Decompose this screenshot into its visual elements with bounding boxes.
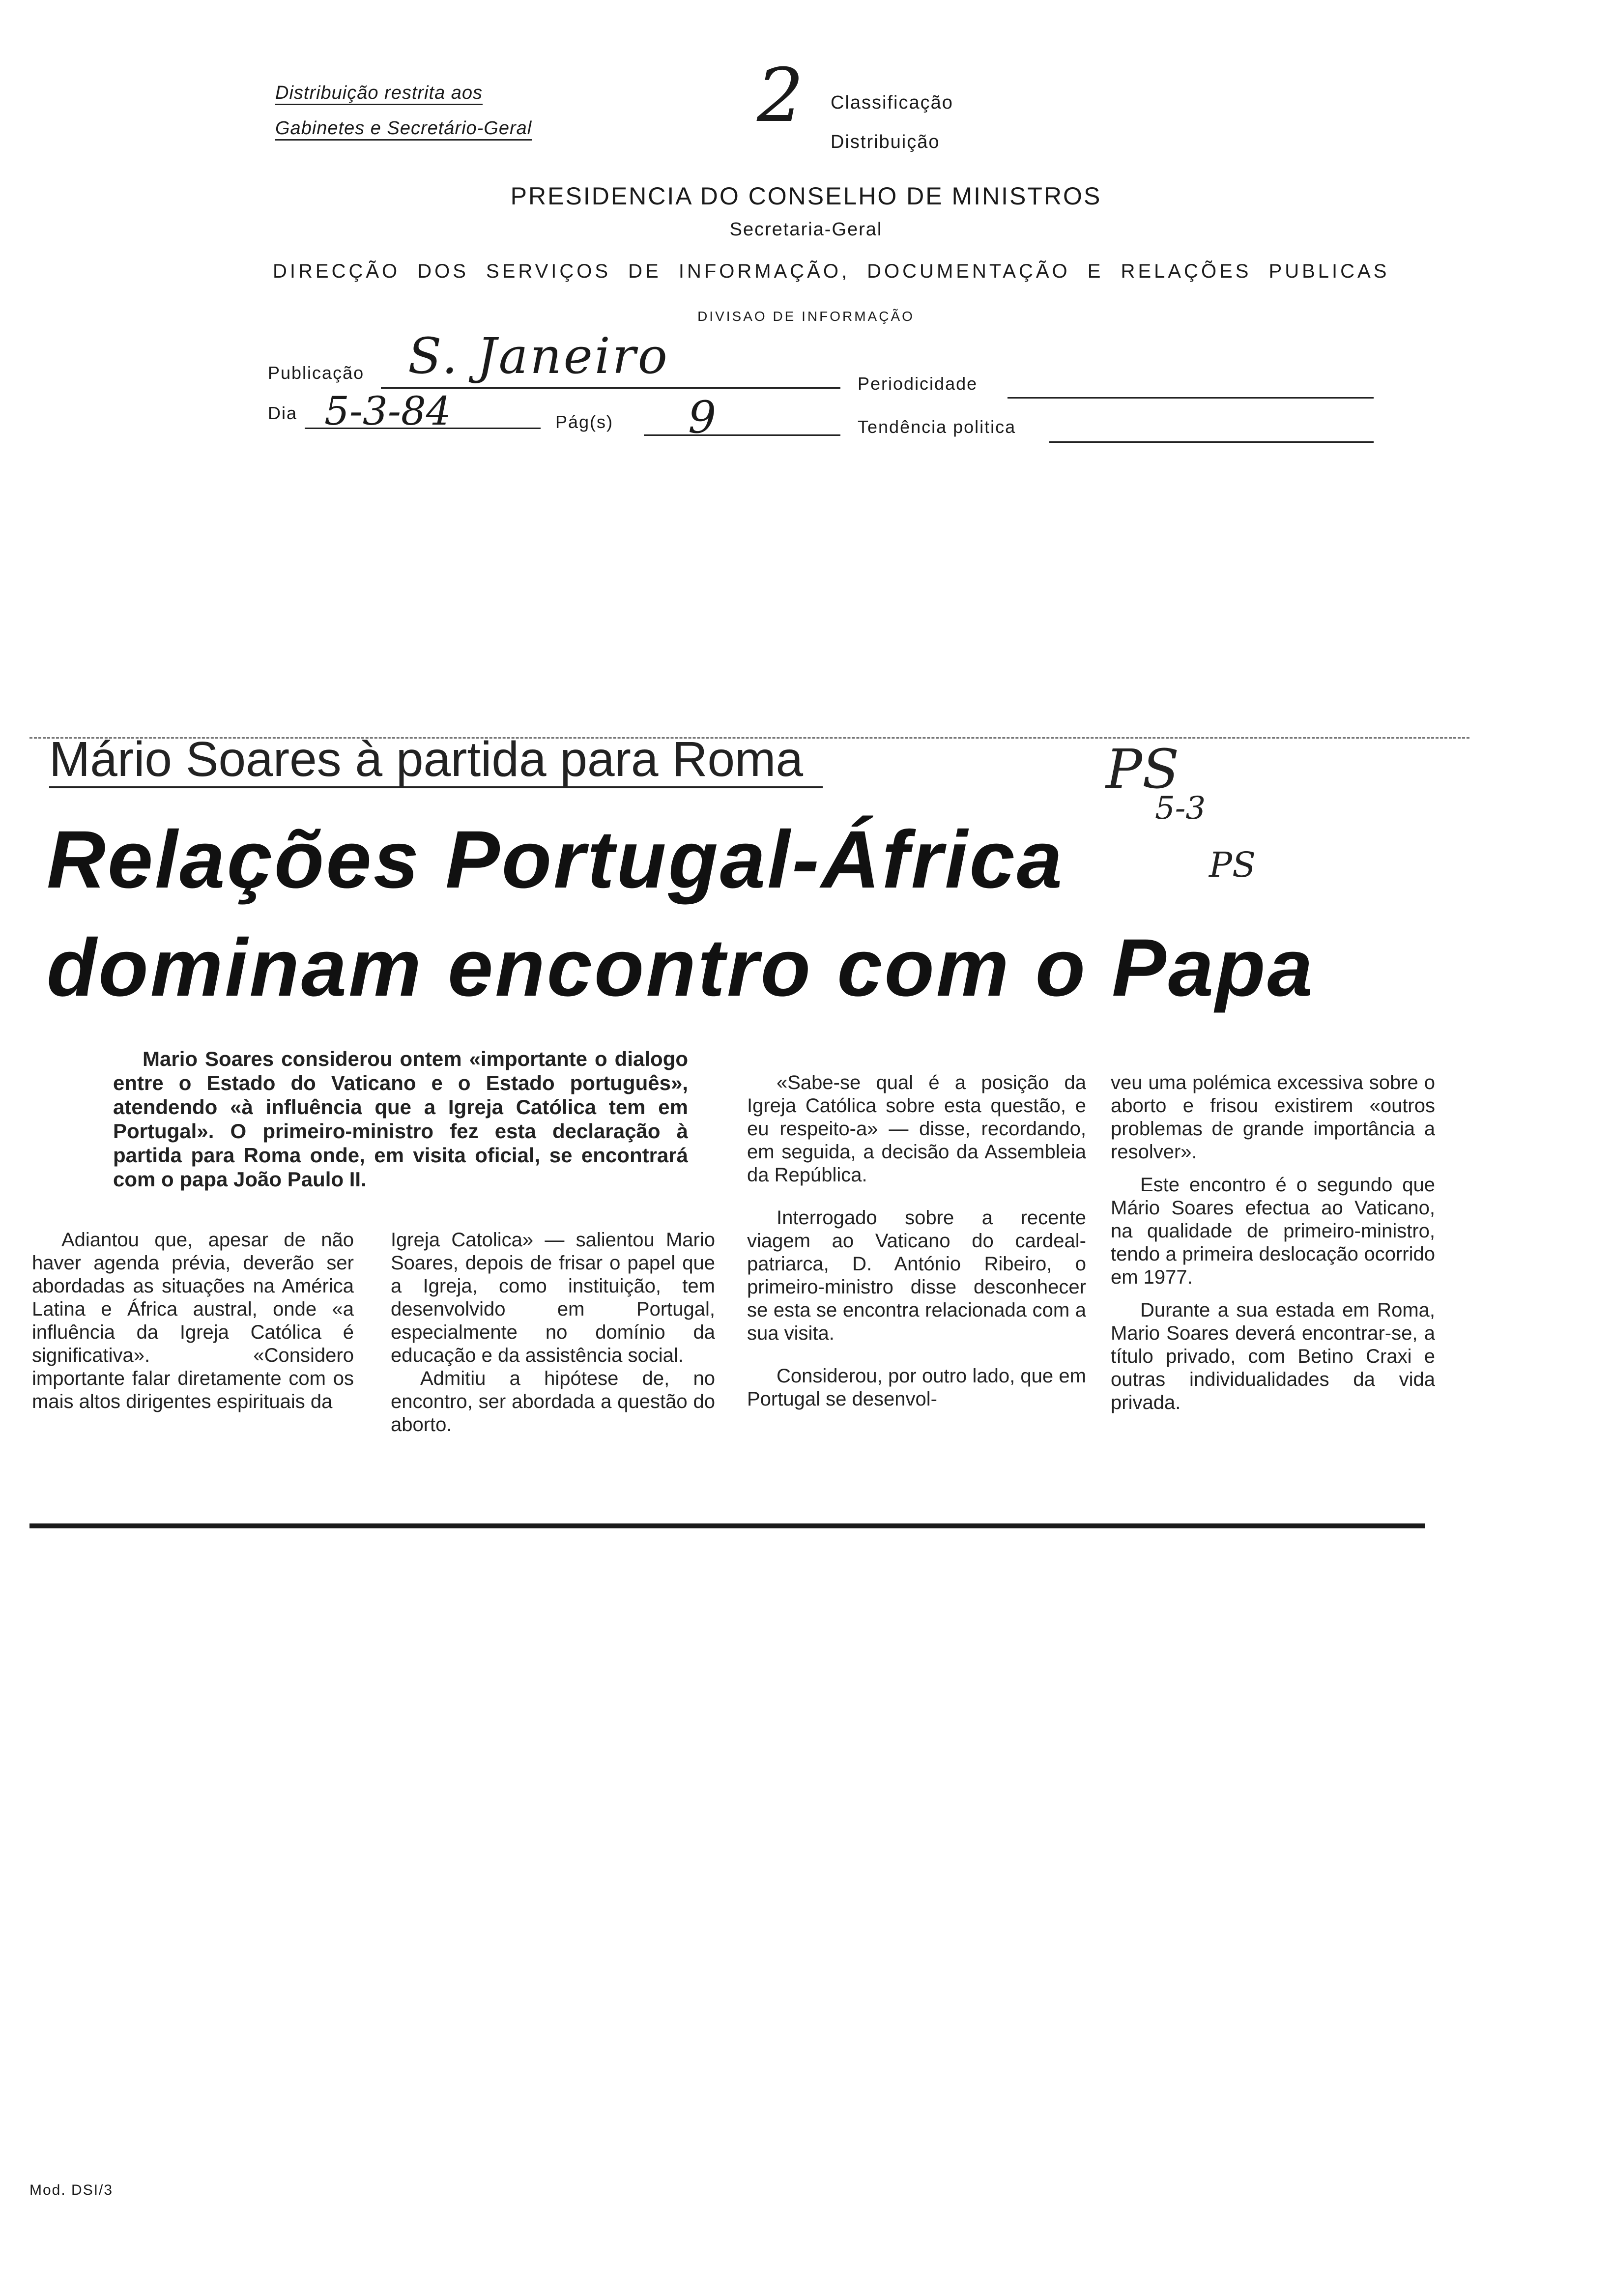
tendency-line	[1049, 441, 1374, 443]
clipping-bottom-rule	[29, 1523, 1425, 1528]
handwritten-note-ps-2: PS	[1209, 845, 1256, 885]
column-2-text-b: Admitiu a hipótese de, no encontro, ser abordada a questão do aborto.	[391, 1368, 715, 1435]
date-value: 5-3-84	[324, 388, 451, 434]
article-kicker: Mário Soares à partida para Roma	[49, 732, 823, 788]
periodicity-line	[1008, 397, 1374, 399]
headline-line2: dominam encontro com o Papa	[47, 922, 1315, 1013]
page-label: Pág(s)	[555, 412, 614, 432]
page-line	[644, 434, 840, 436]
publication-label: Publicação	[268, 363, 365, 383]
column-4-text-c: Durante a sua estada em Roma, Mario Soares deverá encontrar-se, a título privado, com Betino Craxi e outras individualidades da vida privada.	[1111, 1299, 1435, 1413]
column-1-text: Adiantou que, apesar de não haver agenda prévia, deverão ser abordadas as situações na América Latina e África austral, onde «a influência da Igreja Católica é significativa». «Considero importante falar diretamente com os mais altos dirigentes espirituais da	[32, 1229, 354, 1412]
article-column-3	[747, 1071, 1086, 1411]
article-column-1	[32, 1229, 354, 1413]
publication-value: S. Janeiro	[408, 327, 669, 385]
handwritten-note-date: 5-3	[1155, 790, 1206, 827]
column-2-text: Igreja Catolica» — salientou Mario Soares, depois de frisar o papel que a Igreja, como instituição, tem desenvolvido em Portugal, especialmente no domínio da educação e da assistência social.	[391, 1229, 715, 1366]
column-4-text-b: Este encontro é o segundo que Mário Soares efectua ao Vaticano, na qualidade de primeiro-ministro, tendo a primeira deslocação ocorrido em 1977.	[1111, 1174, 1435, 1288]
column-4-text: veu uma polémica excessiva sobre o aborto e frisou existirem «outros problemas de grande importância a resolver».	[1111, 1072, 1435, 1163]
column-3-text-c: Considerou, por outro lado, que em Portugal se desenvol-	[747, 1365, 1086, 1410]
handwritten-number: 2	[757, 53, 804, 139]
institution-title: PRESIDENCIA DO CONSELHO DE MINISTROS	[510, 182, 1102, 210]
tendency-label: Tendência politica	[858, 417, 1016, 437]
restricted-distribution-line2: Gabinetes e Secretário-Geral	[275, 118, 532, 141]
handwritten-note-ps: PS	[1106, 738, 1180, 801]
column-3-text-b: Interrogado sobre a recente viagem ao Vaticano do cardeal-patriarca, D. António Ribeiro, o primeiro-ministro disse desconhecer se esta se encontra relacionada com a sua visita.	[747, 1207, 1086, 1344]
division-title: DIVISAO DE INFORMAÇÃO	[697, 309, 915, 324]
model-code: Mod. DSI/3	[29, 2182, 114, 2198]
article-lead	[113, 1047, 688, 1191]
classification-label: Classificação	[831, 92, 953, 113]
article-column-4	[1111, 1071, 1435, 1414]
secretariat-title: Secretaria-Geral	[729, 219, 883, 240]
directorate-title: DIRECÇÃO DOS SERVIÇOS DE INFORMAÇÃO, DOCUMENTAÇÃO E RELAÇÕES PUBLICAS	[273, 260, 1390, 282]
distribution-label: Distribuição	[831, 132, 940, 152]
headline-line1: Relações Portugal-África	[47, 814, 1065, 905]
date-label: Dia	[268, 403, 298, 423]
restricted-distribution-line1: Distribuição restrita aos	[275, 83, 483, 105]
page-value: 9	[688, 392, 717, 443]
periodicity-label: Periodicidade	[858, 373, 978, 394]
lead-text: Mario Soares considerou ontem «importante o dialogo entre o Estado do Vaticano e o Estado português», atendendo «à influência que a Igreja Católica tem em Portugal». O primeiro-ministro fez esta declaração à partida para Roma onde, em visita oficial, se encontrará com o papa João Paulo II.	[113, 1047, 688, 1191]
article-column-2	[391, 1229, 715, 1436]
column-3-text: «Sabe-se qual é a posição da Igreja Católica sobre esta questão, e eu respeito-a» — disse, recordando, em seguida, a decisão da Assembleia da República.	[747, 1072, 1086, 1186]
